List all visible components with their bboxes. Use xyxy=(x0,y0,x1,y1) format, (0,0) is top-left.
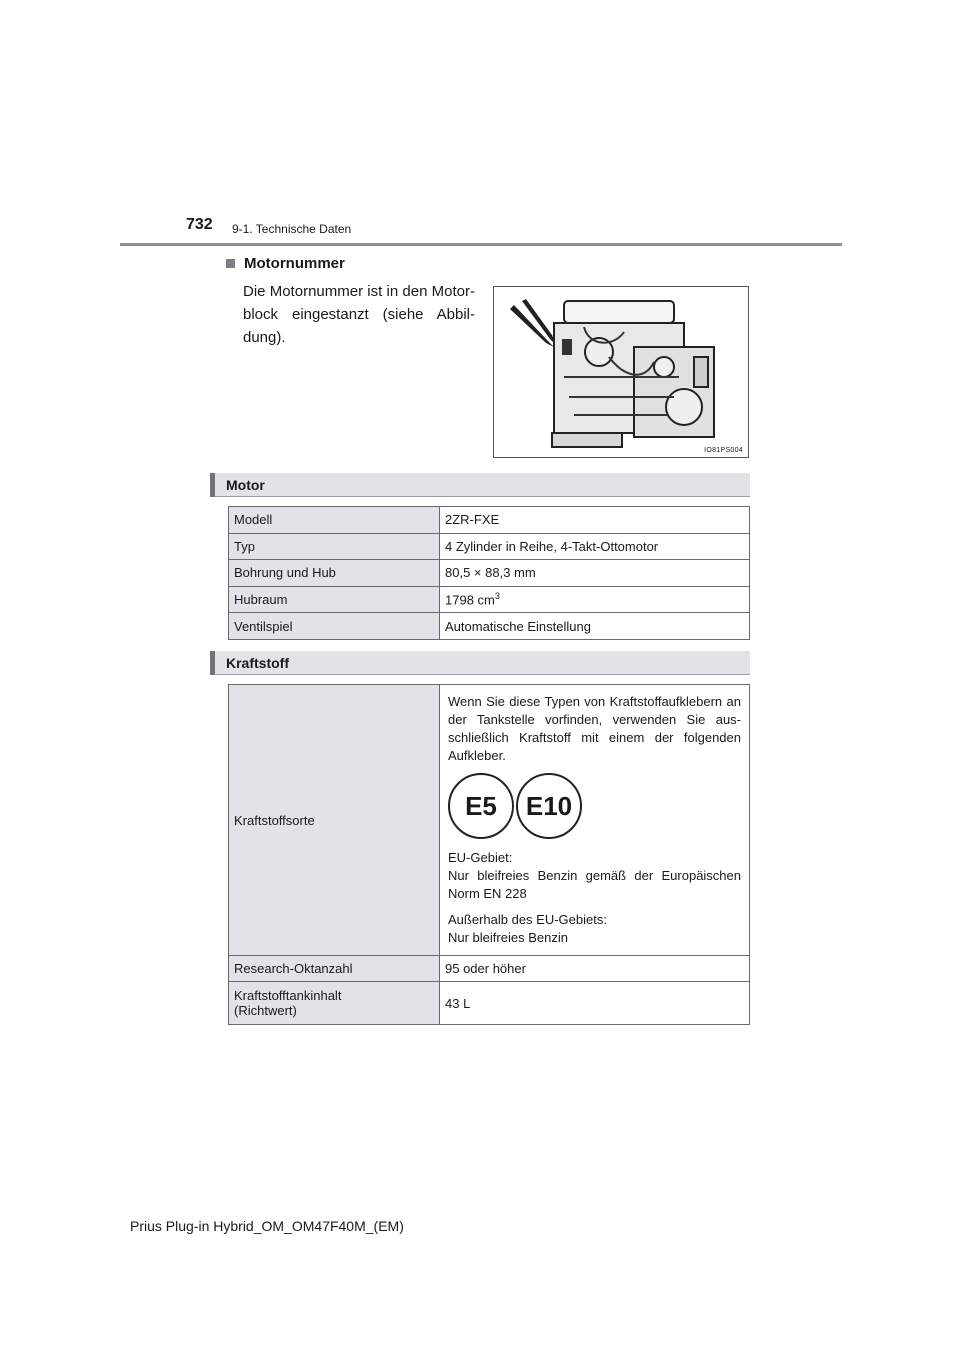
row-key: Bohrung und Hub xyxy=(229,560,440,587)
row-key xyxy=(229,982,440,1025)
page-number: 732 xyxy=(186,216,213,233)
row-value: 80,5 × 88,3 mm xyxy=(440,560,750,587)
motornummer-heading xyxy=(226,255,345,272)
hubraum-value: 1798 cm xyxy=(445,592,495,608)
row-value xyxy=(440,586,750,613)
table-row xyxy=(229,685,750,956)
row-value: Automatische Einstellung xyxy=(440,613,750,640)
motor-heading-bar xyxy=(210,473,750,497)
footer-text: Prius Plug-in Hybrid_OM_OM47F40M_(EM) xyxy=(130,1218,404,1234)
row-key: Hubraum xyxy=(229,586,440,613)
table-row xyxy=(229,982,750,1025)
motor-heading: Motor xyxy=(226,477,265,493)
row-value: 2ZR-FXE xyxy=(440,507,750,534)
hubraum-unit-exponent: 3 xyxy=(494,591,500,602)
row-key: Typ xyxy=(229,533,440,560)
figure-code: IO81PS004 xyxy=(704,447,743,454)
tank-key-line-1: Kraftstofftankinhalt xyxy=(234,988,342,1003)
kraftstoff-heading: Kraftstoff xyxy=(226,655,289,671)
e10-label-icon: E10 xyxy=(516,773,582,839)
row-key: Kraftstoffsorte xyxy=(229,685,440,956)
non-eu-text: Nur bleifreies Benzin xyxy=(448,930,568,945)
motornummer-text: Die Motornummer ist in den Motor-block eingestanzt (siehe Abbil-dung). xyxy=(243,283,475,346)
table-row xyxy=(229,956,750,982)
non-eu-info xyxy=(448,911,741,947)
engine-drawing xyxy=(494,287,749,458)
section-title: 9-1. Technische Daten xyxy=(232,222,352,236)
sorte-intro: Wenn Sie diese Typen von Kraftstoffaufklebern an der Tankstelle vorfinden, verwenden Sie aus-schließlich Kraftstoff mit einem der folgenden Aufkleber. xyxy=(448,694,741,763)
engine-illustration xyxy=(493,286,749,458)
row-value: 95 oder höher xyxy=(440,956,750,982)
eu-title: EU-Gebiet: xyxy=(448,850,513,865)
row-key: Ventilspiel xyxy=(229,613,440,640)
row-value xyxy=(440,685,750,956)
square-bullet-icon xyxy=(226,259,235,268)
motornummer-title: Motornummer xyxy=(244,255,345,272)
eu-info xyxy=(448,849,741,903)
table-row xyxy=(229,507,750,534)
row-key: Research-Oktanzahl xyxy=(229,956,440,982)
row-value: 43 L xyxy=(440,982,750,1025)
table-row xyxy=(229,533,750,560)
tank-key-line-2: (Richtwert) xyxy=(234,1003,297,1018)
kraftstoff-table xyxy=(228,684,750,1025)
table-row xyxy=(229,613,750,640)
non-eu-title: Außerhalb des EU-Gebiets: xyxy=(448,912,607,927)
eu-text: Nur bleifreies Benzin gemäß der Europäischen Norm EN 228 xyxy=(448,868,741,901)
e5-label-icon: E5 xyxy=(448,773,514,839)
row-value: 4 Zylinder in Reihe, 4-Takt-Ottomotor xyxy=(440,533,750,560)
table-row xyxy=(229,560,750,587)
table-row xyxy=(229,586,750,613)
row-key: Modell xyxy=(229,507,440,534)
motor-table xyxy=(228,506,750,640)
kraftstoff-heading-bar xyxy=(210,651,750,675)
header-rule xyxy=(120,243,842,246)
fuel-labels xyxy=(448,773,741,839)
